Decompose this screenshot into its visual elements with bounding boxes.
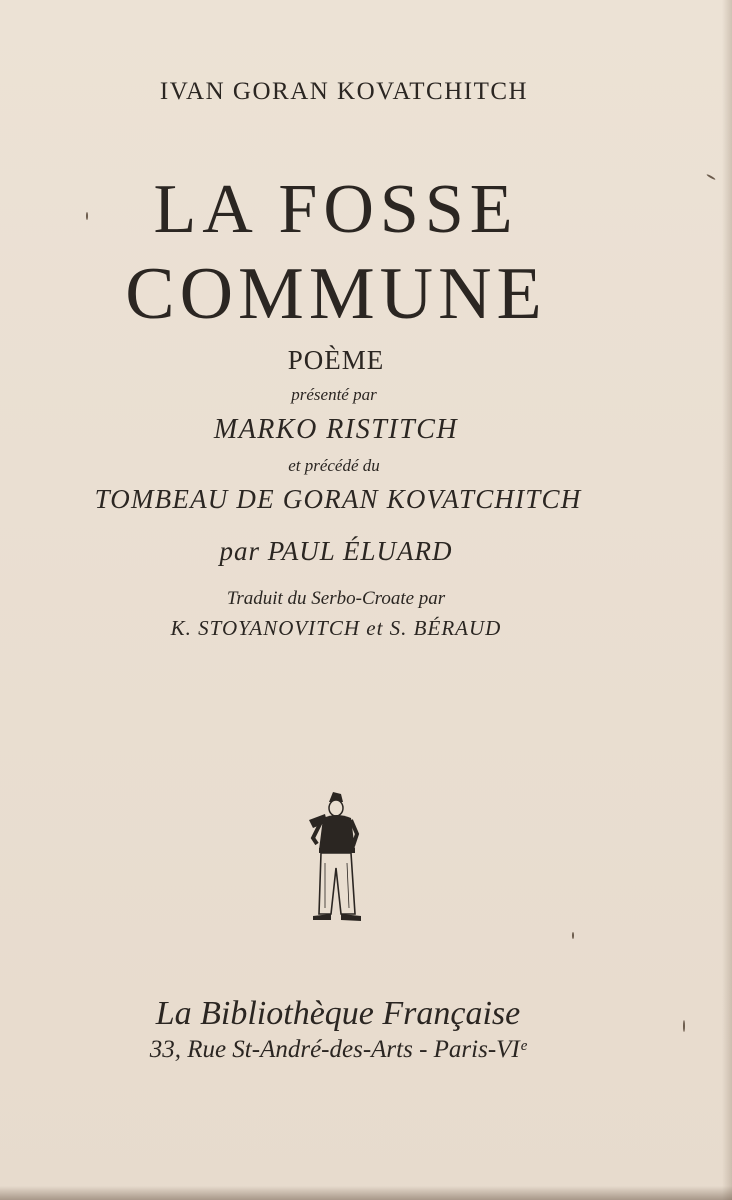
author-name: IVAN GORAN KOVATCHITCH xyxy=(159,78,529,105)
tombeau-title: TOMBEAU DE GORAN KOVATCHITCH xyxy=(94,484,582,514)
paper-speck xyxy=(706,174,716,181)
translators-names: K. STOYANOVITCH et S. BÉRAUD xyxy=(170,616,502,640)
presenter-name: MARKO RISTITCH xyxy=(213,414,459,445)
page-edge-shadow xyxy=(722,0,732,1200)
preceded-by-prefix: et précédé du xyxy=(288,456,380,475)
sailor-figure-icon xyxy=(295,788,375,930)
presented-by-prefix: présenté par xyxy=(291,385,377,404)
page-bottom-shadow xyxy=(0,1186,732,1200)
book-title-line-1: LA FOSSE xyxy=(153,171,519,248)
translated-prefix: Traduit du Serbo-Croate par xyxy=(226,588,446,609)
book-title-line-2: COMMUNE xyxy=(125,253,547,335)
publisher-address: 33, Rue St-André-des-Arts - Paris-VIᵉ xyxy=(149,1036,527,1063)
genre-label: POÈME xyxy=(287,345,385,375)
paper-speck xyxy=(572,932,574,939)
publisher-name: La Bibliothèque Française xyxy=(155,995,521,1032)
eluard-credit: par PAUL ÉLUARD xyxy=(219,536,453,566)
